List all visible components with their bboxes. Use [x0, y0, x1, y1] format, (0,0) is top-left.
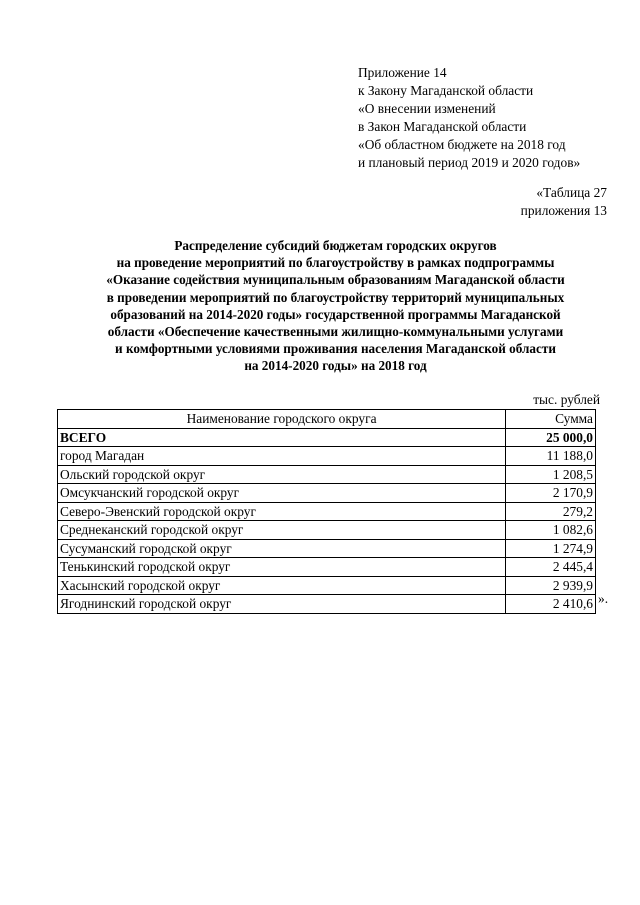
table-row	[58, 447, 596, 466]
table-row	[58, 539, 596, 558]
district-amount: 11 188,0	[506, 447, 596, 466]
table-row	[58, 502, 596, 521]
title-line: и комфортными условиями проживания населения Магаданской области	[115, 341, 556, 357]
district-name: Ягоднинский городской округ	[58, 595, 506, 614]
district-name: Среднеканский городской округ	[58, 521, 506, 540]
appendix-line: «О внесении изменений	[358, 101, 496, 116]
header-amount: Сумма	[506, 410, 596, 429]
district-name: Хасынский городской округ	[58, 576, 506, 595]
title-line: области «Обеспечение качественными жилищно-коммунальными услугами	[107, 324, 564, 340]
closing-quote-mark: ».	[598, 591, 609, 606]
district-amount: 2 939,9	[506, 576, 596, 595]
district-amount: 1 082,6	[506, 521, 596, 540]
district-name: Северо-Эвенский городской округ	[58, 502, 506, 521]
subsidy-table	[57, 409, 596, 614]
district-name: Омсукчанский городской округ	[58, 484, 506, 503]
district-amount: 2 410,6	[506, 595, 596, 614]
unit-label: тыс. рублей	[533, 392, 600, 407]
appendix-line: в Закон Магаданской области	[358, 119, 527, 134]
title-line: на 2014-2020 годы» на 2018 год	[244, 358, 427, 374]
district-name: Тенькинский городской округ	[58, 558, 506, 577]
table-reference	[521, 184, 607, 219]
appendix-line: и плановый период 2019 и 2020 годов»	[358, 155, 581, 170]
header-district-name: Наименование городского округа	[58, 410, 506, 429]
title-line: на проведение мероприятий по благоустройству в рамках подпрограммы	[116, 255, 555, 271]
total-label: ВСЕГО	[58, 428, 506, 447]
district-amount: 2 170,9	[506, 484, 596, 503]
district-name: Ольский городской округ	[58, 465, 506, 484]
table-reference-line: приложения 13	[520, 202, 607, 218]
table-total-row	[58, 428, 596, 447]
title-line: образований на 2014-2020 годы» государственной программы Магаданской	[110, 306, 561, 322]
table-row	[58, 576, 596, 595]
district-amount: 2 445,4	[506, 558, 596, 577]
title-line: Распределение субсидий бюджетам городских округов	[174, 238, 497, 253]
district-amount: 1 208,5	[506, 465, 596, 484]
appendix-line: «Об областном бюджете на 2018 год	[358, 137, 566, 152]
table-row	[58, 465, 596, 484]
district-name: город Магадан	[58, 447, 506, 466]
title-line: «Оказание содействия муниципальным образованиям Магаданской области	[106, 272, 565, 288]
district-amount: 279,2	[506, 502, 596, 521]
table-row	[58, 558, 596, 577]
table-row	[58, 484, 596, 503]
document-title	[58, 237, 613, 375]
appendix-header	[358, 64, 628, 172]
table-reference-line: «Таблица 27	[536, 185, 607, 200]
table-header-row	[58, 410, 596, 429]
table-row	[58, 521, 596, 540]
appendix-line: к Закону Магаданской области	[358, 83, 534, 98]
table-row	[58, 595, 596, 614]
district-amount: 1 274,9	[506, 539, 596, 558]
title-line: в проведении мероприятий по благоустройству территорий муниципальных	[106, 289, 565, 305]
total-amount: 25 000,0	[506, 428, 596, 447]
district-name: Сусуманский городской округ	[58, 539, 506, 558]
appendix-line: Приложение 14	[358, 65, 447, 80]
